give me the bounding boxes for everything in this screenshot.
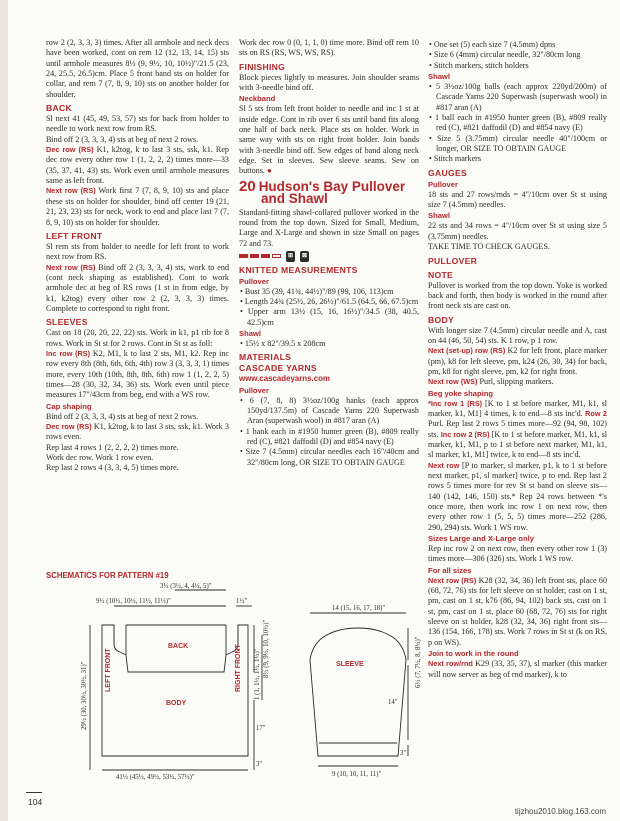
- yoke-text-4-body: [P to marker, sl marker, p1, k to 1 st before next marker, p1, sl marker] twice, p to end. Rep last 2 rows 5 times more for rev St st band on sleeve sts—140 (142, 146, 150) sts.* Rep 24 rows between *'s once more, then work inc row 1 on next row, then every other row 1 (5, 5, 5) times more—252 (286, 290, 294) sts. Work 1 WS row.: [428, 460, 607, 532]
- back-text-3-body: K1, k2tog, k to last 3 sts, ssk, k1. Rep dec row every other row 1 (1, 2, 2, 2) times more—33 (35, 37, 41, 43) sts. Work even until armhole measures same as left front.: [46, 145, 229, 186]
- material-item: • Stitch markers, stitch holders: [428, 61, 607, 71]
- watermark: tijzhou2010.blog.163.com: [514, 807, 606, 816]
- cascade-url-link[interactable]: www.cascadeyarns.com: [239, 374, 330, 384]
- join-round-text: [428, 659, 607, 680]
- back-text-4-body: Work first 7 (7, 8, 9, 10) sts and place these sts on holder for shoulder, bind off center 19 (21, 21, 23, 23) sts for neck, work to end and place last 7 (7, 8, 9, 10) sts on holder for shoulder.: [46, 186, 230, 227]
- end-dot-icon: ●: [267, 166, 272, 176]
- body-text-3-body: Purl, slipping markers.: [477, 377, 554, 387]
- material-item: • 6 (7, 8, 8) 3½oz/100g hanks (each approx 150yd/137.5m) of Cascade Yarns 220 Superwash Aran (superwash wool) in #817 aran (A): [239, 396, 419, 427]
- skill-bar-icon: [250, 254, 259, 258]
- measure-armhole: 8½ (9, 9½, 10, 10½)": [263, 619, 270, 678]
- schematic-diagram: [40, 580, 425, 780]
- yoke-shaping-heading: Beg yoke shaping: [428, 388, 493, 398]
- pullover-materials-subheading: Pullover: [239, 385, 269, 395]
- material-item: • Size 6 (4mm) circular needle, 32"/80cm long: [428, 50, 607, 60]
- left-front-text-2: [46, 263, 229, 315]
- row-label: Next (set-up) row (RS): [428, 346, 506, 356]
- neckband-text-body: Sl 5 sts from left front holder to needle and inc 1 st at inside edge. Cont in rib over 6 sts until band fits along one half of back neck. Place sts on holder. Work in same way with sts on right front holder. Join bands with 3-needle bind off. Sew edges of band along neck edge. Set in sleeves. Sew sleeve seams. Sew on buttons.: [239, 104, 419, 176]
- left-front-edge: [114, 625, 126, 655]
- material-item: • 1 hank each in #1950 hunter green (B), #809 really red (C), #821 daffodil (D) and #854 navy (E): [239, 427, 419, 448]
- cap-text-2: [46, 422, 229, 443]
- cascade-heading: CASCADE YARNS: [239, 363, 317, 374]
- column-2: [239, 38, 419, 468]
- dec-row-text: Work dec row 0 (0, 1, 1, 0) time more. Bind off rem 10 sts on RS (RS, WS, WS, RS).: [239, 38, 419, 58]
- body-text-3: [428, 377, 607, 387]
- page-edge: [0, 0, 8, 821]
- skill-bar-icon: [261, 254, 270, 258]
- material-item: • Size 7 (4.5mm) circular needles each 16"/40cm and 32"/80cm long, OR SIZE TO OBTAIN GAUGE: [239, 447, 419, 468]
- materials-heading: MATERIALS: [239, 352, 292, 363]
- measure-cuff: 9 (10, 10, 11, 11)": [332, 771, 382, 778]
- gauges-heading: GAUGES: [428, 167, 468, 178]
- sizes-lxl-text: Rep inc row 2 on next row, then every other row 1 (3) times more—306 (326) sts. Work 1 WS row.: [428, 544, 607, 564]
- sizes-lxl-heading: Sizes Large and X-Large only: [428, 534, 534, 544]
- column-1: [46, 38, 229, 474]
- measure-length: 29½ (30, 30½, 30½, 31)": [81, 661, 88, 730]
- all-sizes-heading: For all sizes: [428, 565, 472, 575]
- pullover-subheading: Pullover: [239, 276, 269, 286]
- join-round-text-body: K29 (33, 35, 37), sl marker (this marker will now server as beg of rnd marker), k to: [428, 659, 607, 679]
- row-label: Inc row (RS): [46, 348, 91, 358]
- yoke-text-2-body: Purl. Rep last 2 rows 5 times more—92 (94, 98, 102) sts.: [428, 419, 607, 439]
- row-label: Next row: [428, 460, 460, 470]
- back-heading: BACK: [46, 103, 73, 114]
- cap-text-4: Work dec row. Work 1 row even.: [46, 453, 154, 463]
- measurement-item: • Bust 35 (39, 41¾, 44½)"/89 (99, 106, 113)cm: [239, 287, 419, 297]
- sleeve-label: SLEEVE: [336, 661, 364, 668]
- row-label: Next row (RS): [46, 186, 96, 196]
- skill-bar-icon: [272, 254, 281, 258]
- left-front-text-1: Sl rem sts from holder to needle for left front to work next row from RS.: [46, 241, 229, 262]
- yoke-text-3-body: [K to 1 st before marker, M1, k1, sl marker, k1, M1, p to 1 st before next marker, M1, k1, sl marker, k1, M1] twice, k to end—8 sts inc'd.: [428, 429, 608, 460]
- row-label: Next row/rnd: [428, 659, 473, 669]
- body-text-2: [428, 346, 607, 377]
- material-item: • Stitch markers: [428, 154, 607, 164]
- footer-rule: [26, 792, 42, 793]
- back-text-4: [46, 186, 229, 227]
- measure-cap: 6½ (7, 7½, 8, 8½)": [415, 636, 422, 688]
- material-item: • Size 5 (3.75mm) circular needle 40"/100cm or longer, OR SIZE TO OBTAIN GAUGE: [428, 134, 607, 155]
- right-front-label: RIGHT FRONT: [235, 644, 242, 692]
- measure-shoulder: 3½ (3½, 4, 4½, 5)": [160, 583, 212, 590]
- measure-sleeve-3: 3": [400, 750, 407, 757]
- left-front-heading: LEFT FRONT: [46, 230, 103, 241]
- row-label: *Inc row 1 (RS): [428, 398, 483, 408]
- note-text: Pullover is worked from the top down. Yoke is worked back and forth, then body is worked in the round after front neck sts are cast on.: [428, 280, 607, 311]
- sleeves-heading: SLEEVES: [46, 317, 88, 328]
- finishing-heading: FINISHING: [239, 61, 286, 72]
- yoke-text-4: [428, 461, 607, 533]
- finishing-text: Block pieces lightly to measures. Join shoulder seams with 3-needle bind off.: [239, 72, 419, 93]
- yoke-text-1-body: [K to 1 st before marker, M1, k1, sl marker, k1, M1] 4 times, k to end—8 sts inc'd.: [428, 398, 607, 418]
- back-label: BACK: [168, 643, 189, 650]
- note-heading: NOTE: [428, 269, 454, 280]
- pattern-number: 20: [239, 177, 256, 195]
- body-label: BODY: [166, 700, 187, 707]
- yoke-text-1: [428, 399, 607, 461]
- measurement-item: • 15½ x 82"/39.5 x 208cm: [239, 339, 419, 349]
- skill-level-indicator: [239, 251, 419, 261]
- back-text-1: Sl next 41 (45, 49, 53, 57) sts for back from holder to needle to work next row from RS.: [46, 114, 229, 134]
- gauge-shawl-subheading: Shawl: [428, 211, 450, 221]
- measurement-item: • Length 24¾ (25½, 26, 26½)"/61.5 (64.5, 66, 67.5)cm: [239, 297, 419, 307]
- back-text-2: Bind off 2 (3, 3, 3, 4) sts at beg of next 2 rows.: [46, 134, 199, 144]
- sleeve-outline: [310, 628, 406, 756]
- row-label: Next row (WS): [428, 377, 478, 387]
- gauge-pullover-subheading: Pullover: [428, 179, 458, 189]
- body-heading: BODY: [428, 314, 455, 325]
- pattern-title-line-2: and Shawl: [261, 191, 328, 207]
- skill-bar-icon: [239, 254, 248, 258]
- measure-3: 3": [256, 761, 263, 768]
- measure-upper-arm: 14 (15, 16, 17, 18)": [332, 605, 386, 612]
- needle-badge-icon: ⊠: [300, 251, 309, 261]
- cap-text-5: Rep last 2 rows 4 (3, 3, 4, 5) times more.: [46, 463, 179, 473]
- schematic-title: SCHEMATICS FOR PATTERN #19: [46, 571, 169, 580]
- cap-text-3: Rep last 4 rows 1 (2, 2, 2, 2) times more.: [46, 442, 179, 452]
- row-label: Next row (RS): [46, 262, 96, 272]
- page-number: 104: [28, 797, 43, 807]
- sleeves-text-2-body: K2, M1, k to last 2 sts, M1, k2. Rep inc row every 8th (8th, 6th, 6th, 4th) row 3 (3, 3, 3, 1) times more, every 10th (10th, 8th, 8th, 6th) row 1 (1, 2, 2, 5) times—28 (30, 32, 34, 36) sts. Work even until piece measures 17"/43cm from beg, end with a WS row.: [46, 348, 229, 400]
- neckband-heading: Neckband: [239, 94, 276, 104]
- back-text-3: [46, 145, 229, 186]
- measurement-item: • Upper arm 13½ (15, 16, 16½)"/34.5 (38, 40.5, 42.5)cm: [239, 307, 419, 328]
- sleeves-text-1: Cast on 18 (20, 20, 22, 22) sts. Work in k1, p1 rib for 8 rows. Work in St st for 2 rows. Cont in St st as foll:: [46, 328, 229, 348]
- measure-bottom: 41½ (45½, 49½, 53½, 57½)": [116, 774, 195, 780]
- gauge-check-text: TAKE TIME TO CHECK GAUGES.: [428, 242, 550, 252]
- material-item: • 1 ball each in #1950 hunter green (B), #809 really red (C), #821 daffodil (D) and #854 navy (E): [428, 113, 607, 134]
- shawl-subheading: Shawl: [239, 328, 261, 338]
- body-text-2-body: K2 for left front, place marker (pm), k8 for left sleeve, pm, k24 (26, 30, 34) for back, pm, k8 for right sleeve, pm, k2 for right front.: [428, 346, 607, 376]
- row-label: Dec row (RS): [46, 422, 92, 431]
- shawl-materials-subheading: Shawl: [428, 72, 450, 82]
- body-text-1: With longer size 7 (4.5mm) circular needle and A, cast on 44 (46, 50, 54) sts. K 1 row, p 1 row.: [428, 325, 607, 345]
- measure-band: 1½": [236, 598, 248, 605]
- gauge-shawl-text: 22 sts and 34 rows = 4"/10cm over St st using size 5 (3.75mm) needles.: [428, 221, 607, 241]
- row-label: Next row (RS): [428, 575, 477, 585]
- cap-text-2-body: K1, k2tog, k to last 3 sts, ssk, k1. Work 3 rows even.: [46, 422, 229, 442]
- measure-14: 14": [388, 699, 398, 706]
- gauge-pullover-text: 18 sts and 27 rows/rnds = 4"/10cm over St st using size 7 (4.5mm) needles.: [428, 189, 607, 210]
- armhole-text: row 2 (2, 3, 3, 3) times. After all armhole and neck decs have been worked, cont on rem 12 (12, 13, 14, 15) sts until armhole measures 8½ (9, 9½, 10, 10½)"/21.5 (23, 24, 25.5, 26.5)cm. Place 5 front band sts on holder for collar, and rem 7 (7, 8, 9, 10) sts on another holder for shoulder.: [46, 38, 229, 99]
- needle-badge-icon: ⊞: [286, 251, 295, 261]
- pattern-title-line-1: Hudson's Bay Pullover: [258, 178, 406, 194]
- row-label: Dec row (RS): [46, 145, 94, 155]
- measure-dec: 1 (1, 1½, 1½, 1½)": [254, 648, 261, 700]
- material-item: • 5 3½oz/100g balls (each approx 220yd/200m) of Cascade Yarns 220 Superwash (superwash wool) in #817 aran (A): [428, 82, 607, 113]
- cap-shaping-heading: Cap shaping: [46, 401, 92, 411]
- cap-text-1: Bind off 2 (3, 3, 3, 4) sts at beg of next 2 rows.: [46, 411, 199, 421]
- left-front-label: LEFT FRONT: [105, 648, 112, 692]
- pattern-title: [239, 177, 419, 207]
- material-item: • One set (5) each size 7 (4.5mm) dpns: [428, 40, 607, 50]
- row-label: Row 2: [585, 408, 607, 418]
- neckband-text: [239, 104, 419, 176]
- pattern-description: Standard-fitting shawl-collared pullover worked in the round from the top down. Sized for Small, Medium, Large and X-Large and shown in size Small on pages 72 and 73.: [239, 207, 419, 248]
- knitted-measurements-heading: KNITTED MEASUREMENTS: [239, 264, 358, 275]
- all-sizes-text-body: K28 (32, 34, 36) left front sts, place 60 (68, 72, 76) sts for left sleeve on st holder, cast on 1 st, pm, cast on 1 st, k76 (86, 94, 102) back sts, cast on 1 st, pm, cast on 1 st, place 60 (68, 72, 76) sts for right sleeve on st holder, k28 (32, 34, 36) right front sts—136 (154, 166, 178) sts. Work 7 rows in St st (k on RS, p on WS).: [428, 575, 608, 647]
- join-round-heading: Join to work in the round: [428, 649, 519, 659]
- row-label: Inc row 2 (RS): [440, 429, 490, 439]
- column-3: [428, 40, 607, 680]
- measure-neck: 9½ (10½, 10½, 11½, 11½)": [96, 598, 171, 605]
- sleeves-text-2: [46, 349, 229, 401]
- pullover-heading: PULLOVER: [428, 255, 478, 266]
- left-front-text-2-body: Bind off 2 (3, 3, 3, 4) sts, work to end (cont neck shaping as established). Cont to work armhole dec at beg of RS rows (1 st in from edge, by k1, k2tog) every other row 2 (2, 3, 3, 3) times. Complete to correspond to right front.: [46, 262, 230, 313]
- measure-17: 17": [256, 725, 266, 732]
- all-sizes-text: [428, 576, 607, 648]
